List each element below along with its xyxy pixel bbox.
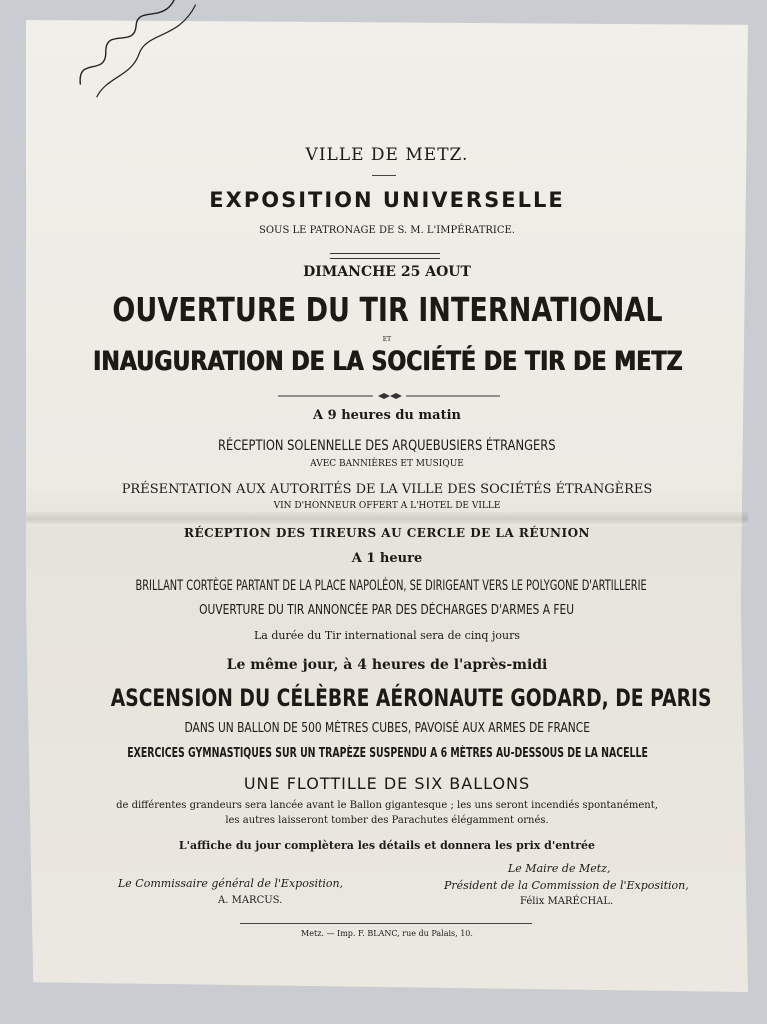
city-name: VILLE DE METZ. — [305, 145, 469, 165]
duree: La durée du Tir international sera de cinq jours — [254, 629, 520, 642]
printer-credit: Metz. — Imp. F. BLANC, rue du Palais, 10. — [301, 929, 473, 938]
commissaire-name: A. MARCUS. — [218, 895, 283, 906]
maire-title: Le Maire de Metz, — [508, 862, 611, 875]
flottille-line-1: de différentes grandeurs sera lancée avant le Ballon gigantesque ; les uns seront incendiés spontanément, — [116, 800, 658, 811]
maire-commission-title: Président de la Commission de l'Exposition, — [444, 879, 689, 892]
ouverture-text: OUVERTURE DU TIR ANNONCÉE PAR DES DÉCHARGES D'ARMES A FEU — [199, 603, 575, 618]
exercices-text: EXERCICES GYMNASTIQUES SUR UN TRAPÈZE SUSPENDU A 6 MÈTRES AU-DESSOUS DE LA NACELLE — [127, 746, 648, 761]
event-date: DIMANCHE 25 AOUT — [303, 264, 471, 280]
reception-tireurs: RÉCEPTION DES TIREURS AU CERCLE DE LA RÉUNION — [183, 526, 590, 540]
time-one: A 1 heure — [351, 551, 423, 566]
paper-fold — [26, 512, 748, 526]
flottille-line-2: les autres laisseront tomber des Parachutes élégamment ornés. — [225, 815, 549, 826]
ornament-divider — [278, 393, 500, 399]
vin-honneur: VIN D'HONNEUR OFFERT A L'HOTEL DE VILLE — [273, 501, 501, 511]
cortege — [26, 578, 748, 594]
ornament-rule — [330, 253, 440, 259]
exercices — [26, 746, 748, 761]
presentation: PRÉSENTATION AUX AUTORITÉS DE LA VILLE DES SOCIÉTÉS ÉTRANGÈRES — [121, 482, 653, 497]
reception-sub: AVEC BANNIÈRES ET MUSIQUE — [310, 459, 464, 469]
cortege-text: BRILLANT CORTÈGE PARTANT DE LA PLACE NAPOLÉON, SE DIRIGEANT VERS LE POLYGONE D'ARTILLERIE — [135, 578, 647, 594]
divider — [372, 175, 396, 176]
footer-rule — [240, 923, 532, 924]
commissaire-title: Le Commissaire général de l'Exposition, — [118, 877, 344, 890]
maire-name: Félix MARÉCHAL. — [520, 896, 614, 907]
title-tir-text: OUVERTURE DU TIR INTERNATIONAL — [111, 290, 663, 329]
ballon — [26, 721, 748, 736]
ascension-text: ASCENSION DU CÉLÈBRE AÉRONAUTE GODARD, DE PARIS — [110, 684, 712, 712]
reception-text: RÉCEPTION SOLENNELLE DES ARQUEBUSIERS ÉTRANGERS — [218, 438, 556, 454]
ballon-text: DANS UN BALLON DE 500 MÈTRES CUBES, PAVOISÉ AUX ARMES DE FRANCE — [184, 721, 590, 736]
title-inauguration-text: INAUGURATION DE LA SOCIÉTÉ DE TIR DE METZ — [92, 346, 682, 377]
patronage: SOUS LE PATRONAGE DE S. M. L'IMPÉRATRICE. — [259, 225, 515, 236]
affiche-note: L'affiche du jour complètera les détails et donnera les prix d'entrée — [178, 839, 596, 852]
conjunction: ET — [382, 336, 392, 343]
time-afternoon: Le même jour, à 4 heures de l'après-midi — [226, 657, 548, 673]
time-morning: A 9 heures du matin — [313, 408, 461, 423]
flottille: UNE FLOTTILLE DE SIX BALLONS — [243, 774, 531, 793]
ouverture — [26, 603, 748, 618]
title-inauguration — [26, 346, 748, 377]
ascension — [26, 683, 748, 712]
title-tir-international — [26, 290, 748, 329]
headline: EXPOSITION UNIVERSELLE — [209, 188, 565, 212]
reception-line — [26, 438, 748, 454]
